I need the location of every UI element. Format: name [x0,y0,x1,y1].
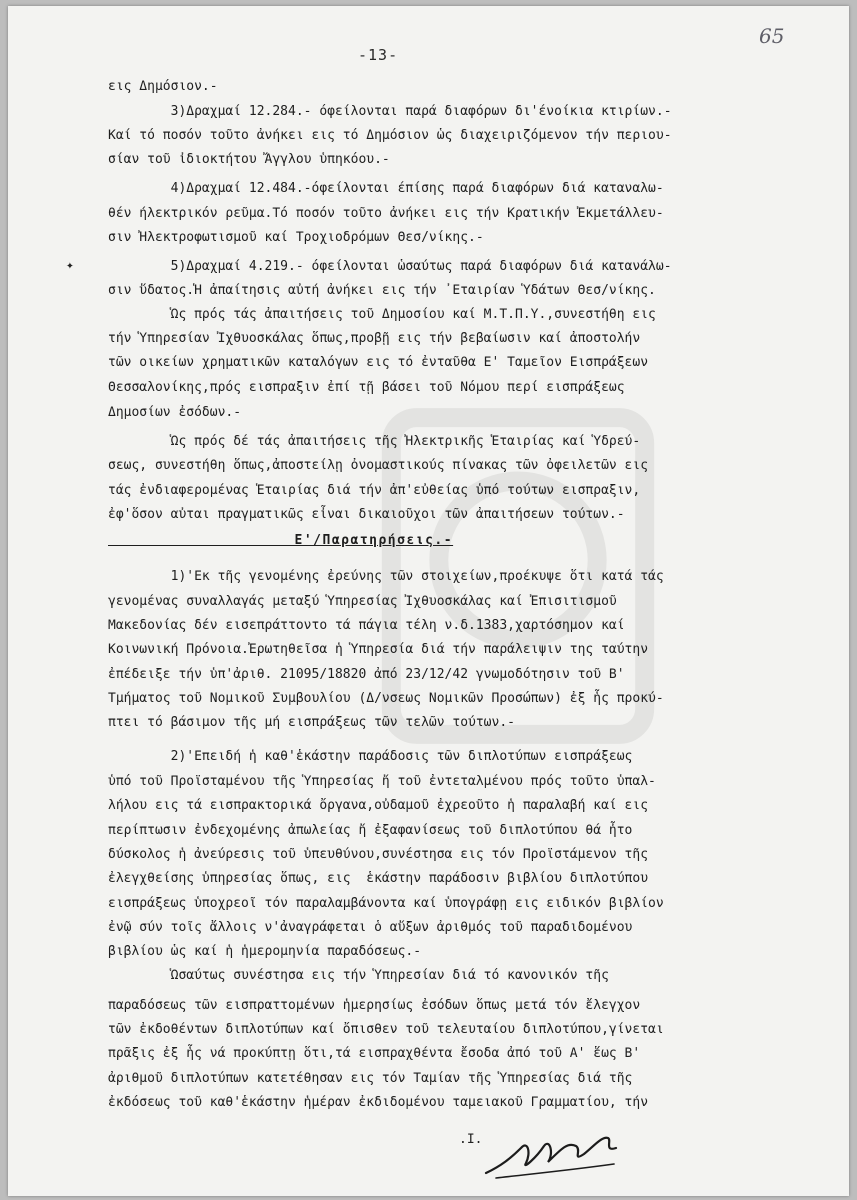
text-line: Ὡς πρός δέ τάς ἀπαιτήσεις τῆς Ἠλεκτρικῆς Ἑταιρίας καί Ὑδρεύ- [108,434,641,449]
text-line: τήν Ὑπηρεσίαν Ἰχθυοσκάλας ὅπως,προβῇ εις τήν βεβαίωσιν καί ἀποστολήν [108,331,641,346]
text-line: σίαν τοῦ ἰδιοκτήτου Ἄγγλου ὑπηκόου.- [108,152,390,167]
text-line: σιν ὕδατος.Ἡ ἀπαίτησις αὐτή ἀνήκει εις τήν ᾽Εταιρίαν Ὑδάτων Θεσ/νίκης. [108,283,656,298]
text-line: 3)Δραχμαί 12.284.- όφείλονται παρά διαφόρων δι'ένοίκια κτιρίων.- [108,104,672,119]
text-line: τῶν οικείων χρηματικῶν καταλόγων εις τό ἐνταῦθα Ε' Ταμεῖον Εισπράξεων [108,355,649,370]
text-line: ἐλεγχθείσης ὑπηρεσίας ὅπως, εις ἑκάστην παράδοσιν βιβλίου διπλοτύπου [108,871,649,886]
text-line: πρᾶξις ἐξ ἧς νά προκύπτῃ ὅτι,τά εισπραχθέντα ἔσοδα ἀπό τοῦ Α' ἕως Β' [108,1046,641,1061]
text-line: βιβλίου ὡς καί ἡ ἡμερομηνία παραδόσεως.- [108,944,422,959]
text-line: σιν Ἠλεκτροφωτισμοῦ καί Τροχιοδρόμων Θεσ/νίκης.- [108,230,484,245]
text-line: Καί τό ποσόν τοῦτο ἀνήκει εις τό Δημόσιον ὡς διαχειριζόμενον τήν περιου- [108,128,672,143]
continuation-mark: .Ι. [459,1132,483,1147]
text-line: Κοινωνική Πρόνοια.Ἐρωτηθεῖσα ἡ Ὑπηρεσία διά τήν παράλειψιν της ταύτην [108,642,649,657]
text-line: ἐπέδειξε τήν ὑπ'ἀριθ. 21095/18820 ἀπό 23/12/42 γνωμοδότησιν τοῦ Β' [108,667,625,682]
text-line: Ὡσαύτως συνέστησα εις τήν Ὑπηρεσίαν διά τό κανονικόν τῆς [108,968,609,983]
text-line: ὑπό τοῦ Προϊσταμένου τῆς Ὑπηρεσίας ἤ τοῦ ἐντεταλμένου πρός τοῦτο ὑπαλ- [108,774,656,789]
text-line: εισπράξεως ὑποχρεοῖ τόν παραλαμβάνοντα καί ὑπογράφῃ εις ειδικόν βιβλίον [108,896,664,911]
typewritten-text-area [8,6,849,1196]
section-heading: Ε'/Παρατηρήσεις.- [108,533,454,548]
text-line: περίπτωσιν ἐνδεχομένης ἀπωλείας ἤ ἐξαφανίσεως τοῦ διπλοτύπου θά ἦτο [108,823,633,838]
text-line: ἐκδόσεως τοῦ καθ'ἑκάστην ἡμέραν ἐκδιδομένου ταμειακοῦ Γραμματίου, τήν [108,1095,649,1110]
text-line: Μακεδονίας δέν εισεπράττοντο τά πάγια τέλη ν.δ.1383,χαρτόσημον καί [108,618,625,633]
text-line: παραδόσεως τῶν εισπραττομένων ἡμερησίως ἐσόδων ὅπως μετά τόν ἔλεγχον [108,998,641,1013]
text-line: Ὡς πρός τάς ἀπαιτήσεις τοῦ Δημοσίου καί Μ.Τ.Π.Υ.,συνεστήθη εις [108,307,656,322]
folio-number: 65 [759,24,785,48]
margin-mark: ✦ [66,258,74,273]
text-line: 2)'Επειδή ἡ καθ'ἑκάστην παράδοσις τῶν διπλοτύπων εισπράξεως [108,749,633,764]
text-line: τάς ἐνδιαφερομένας Ἑταιρίας διά τήν ἀπ'εὐθείας ὑπό τούτων εισπραξιν, [108,483,641,498]
text-line: γενομένας συναλλαγάς μεταξύ Ὑπηρεσίας Ἰχθυοσκάλας καί Ἐπισιτισμοῦ [108,594,617,609]
text-line: 1)'Εκ τῆς γενομένης ἐρεύνης τῶν στοιχείων,προέκυψε ὅτι κατά τάς [108,569,664,584]
text-line: ἐφ'ὅσον αὐται πραγματικῶς εἶναι δικαιοῦχοι τῶν ἀπαιτήσεων τούτων.- [108,507,625,522]
text-line: τῶν ἐκδοθέντων διπλοτύπων καί ὄπισθεν τοῦ τελευταίου διπλοτύπου,γίνεται [108,1022,664,1037]
text-line: εις Δημόσιον.- [108,79,218,94]
text-line: 5)Δραχμαί 4.219.- όφείλονται ὡσαύτως παρά διαφόρων διά κατανάλω- [108,259,672,274]
page-number: -13- [358,46,399,64]
text-line: 4)Δραχμαί 12.484.-όφείλονται έπίσης παρά διαφόρων διά καταναλω- [108,181,664,196]
text-line: Θεσσαλονίκης,πρός εισπραξιν ἐπί τῇ βάσει τοῦ Νόμου περί εισπράξεως [108,380,625,395]
text-line: θέν ήλεκτρικόν ρεῦμα.Τό ποσόν τοῦτο ἀνήκει εις τήν Κρατικήν Ἐκμετάλλευ- [108,206,664,221]
handwritten-signature [476,1118,626,1188]
text-line: ἀριθμοῦ διπλοτύπων κατετέθησαν εις τόν Ταμίαν τῆς Ὑπηρεσίας διά τῆς [108,1071,633,1086]
text-line: δύσκολος ἡ ἀνεύρεσις τοῦ ὑπευθύνου,συνέστησα εις τόν Προϊστάμενον τῆς [108,847,649,862]
text-line: Δημοσίων ἐσόδων.- [108,405,242,420]
text-line: πτει τό βάσιμον τῆς μή εισπράξεως τῶν τελῶν τούτων.- [108,715,515,730]
text-line: ἐνῷ σύν τοῖς ἄλλοις ν'ἀναγράφεται ὁ αὔξων ἀριθμός τοῦ παραδιδομένου [108,920,633,935]
text-line: σεως, συνεστήθη ὅπως,ἀποστείλῃ ὀνομαστικούς πίνακας τῶν ὀφειλετῶν εις [108,458,649,473]
text-line: λήλου εις τά εισπρακτορικά ὄργανα,οὐδαμοῦ ἐχρεοῦτο ἡ παραλαβή καί εις [108,798,649,813]
text-line: Τμήματος τοῦ Νομικοῦ Συμβουλίου (Δ/νσεως Νομικῶν Προσώπων) ἐξ ἧς προκύ- [108,691,664,706]
document-page [8,6,849,1196]
